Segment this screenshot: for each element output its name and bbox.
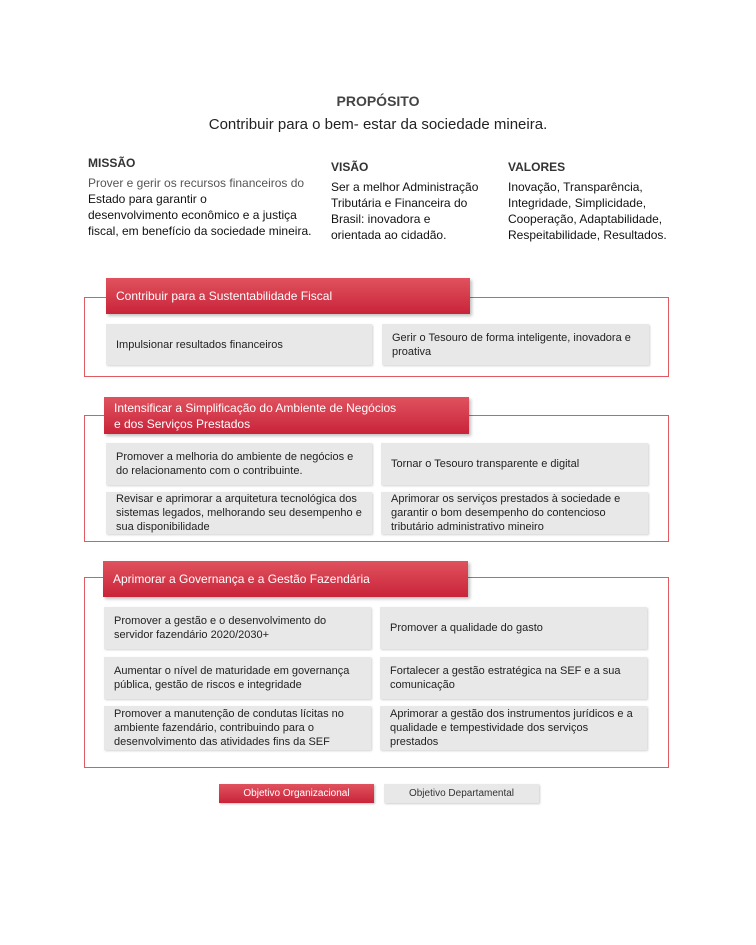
objective-box: Impulsionar resultados financeiros — [106, 324, 372, 365]
valores-line: Inovação, Transparência, — [508, 180, 643, 194]
visao-line: Tributária e Financeira do — [331, 196, 468, 210]
visao-title: VISÃO — [331, 160, 369, 174]
valores-line: Cooperação, Adaptabilidade, — [508, 212, 663, 226]
valores-title: VALORES — [508, 160, 566, 174]
missao-line: desenvolvimento econômico e a justiça — [88, 208, 297, 222]
objective-box: Promover a manutenção de condutas lícitas no ambiente fazendário, contribuindo para o desenvolvimento das atividades fins da SEF — [104, 706, 371, 750]
objective-box: Promover a qualidade do gasto — [380, 607, 647, 649]
legend-objetivo-departamental: Objetivo Departamental — [384, 784, 539, 803]
missao-line: Estado para garantir o — [88, 192, 207, 206]
valores-text — [508, 179, 708, 243]
section-header-text: Intensificar a Simplificação do Ambiente de Negócios — [114, 400, 397, 415]
missao-line: Prover e gerir os recursos financeiros do — [88, 176, 305, 190]
proposito-text: Contribuir para o bem- estar da sociedade mineira. — [208, 116, 548, 133]
objective-box: Gerir o Tesouro de forma inteligente, inovadora e proativa — [382, 324, 649, 365]
objective-box: Promover a melhoria do ambiente de negócios e do relacionamento com o contribuinte. — [106, 443, 372, 485]
visao-line: orientada ao cidadão. — [331, 228, 447, 242]
objective-box: Aprimorar os serviços prestados à sociedade e garantir o bom desempenho do contencioso tributário administrativo mineiro — [381, 492, 648, 534]
legend-objetivo-organizacional: Objetivo Organizacional — [219, 784, 374, 803]
visao-text — [331, 179, 501, 243]
valores-line: Respeitabilidade, Resultados. — [508, 228, 667, 242]
section-header-text: Contribuir para a Sustentabilidade Fiscal — [116, 289, 333, 303]
objective-box: Aprimorar a gestão dos instrumentos jurídicos e a qualidade e tempestividade dos serviços prestados — [380, 706, 647, 750]
objective-box: Fortalecer a gestão estratégica na SEF e a sua comunicação — [380, 657, 647, 699]
visao-line: Ser a melhor Administração — [331, 180, 479, 194]
section-governanca-header — [103, 561, 468, 597]
section-simplificacao-header — [104, 397, 469, 434]
missao-line: fiscal, em benefício da sociedade mineira. — [88, 224, 312, 238]
proposito-title: PROPÓSITO — [336, 93, 420, 109]
objective-box: Promover a gestão e o desenvolvimento do servidor fazendário 2020/2030+ — [104, 607, 371, 649]
objective-box: Aumentar o nível de maturidade em governança pública, gestão de riscos e integridade — [104, 657, 371, 699]
section-header-text: Aprimorar a Governança e a Gestão Fazendária — [113, 572, 370, 586]
objective-box: Revisar e aprimorar a arquitetura tecnológica dos sistemas legados, melhorando seu desempenho e sua disponibilidade — [106, 492, 372, 534]
valores-line: Integridade, Simplicidade, — [508, 196, 647, 210]
objective-box: Tornar o Tesouro transparente e digital — [381, 443, 648, 485]
missao-text — [88, 175, 323, 239]
section-header-text: e dos Serviços Prestados — [114, 416, 251, 431]
missao-title: MISSÃO — [88, 156, 136, 170]
section-sustentabilidade-header — [106, 278, 470, 314]
visao-line: Brasil: inovadora e — [331, 212, 431, 226]
